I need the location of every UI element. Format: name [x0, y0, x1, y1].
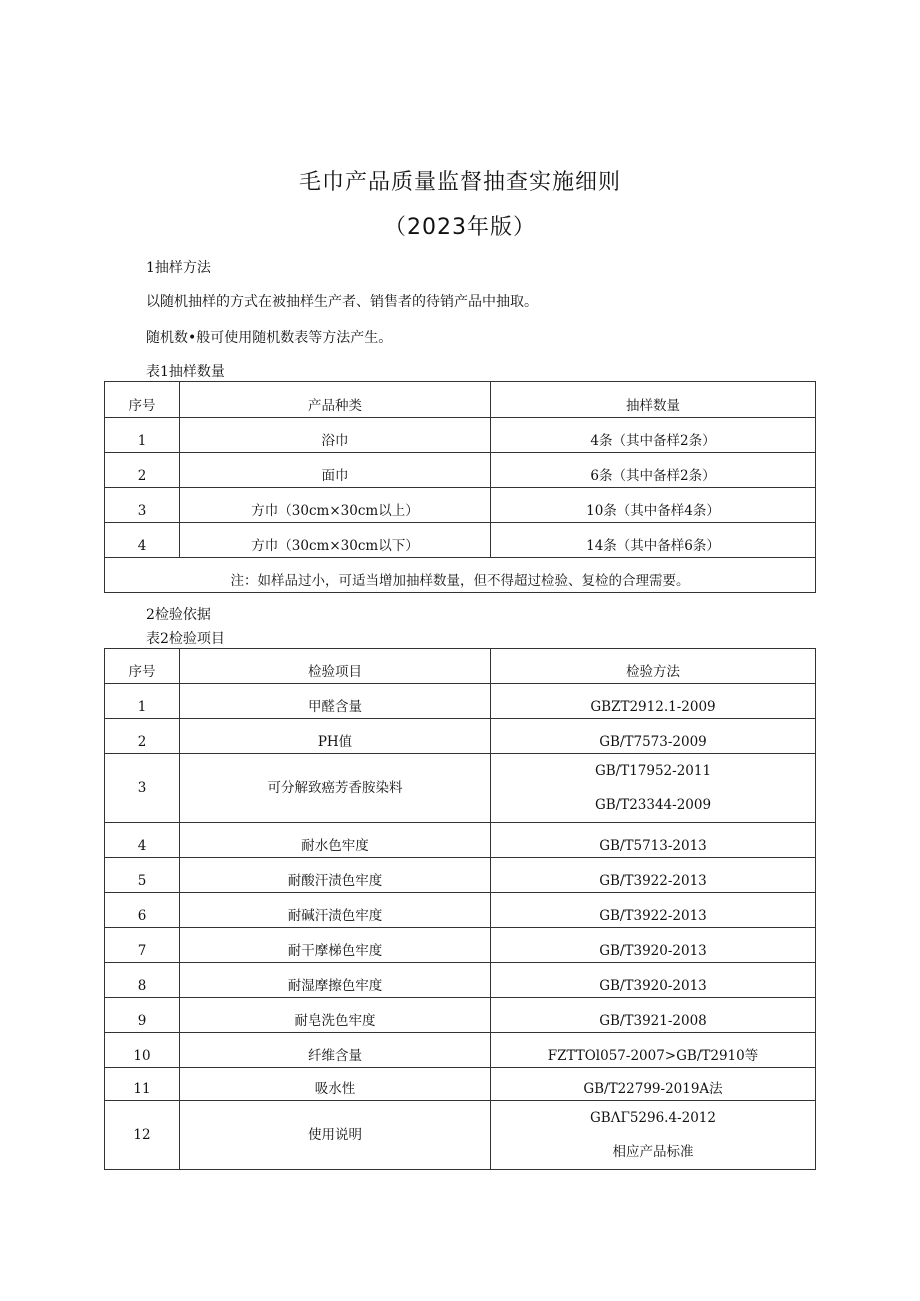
inspection-item: 使用说明: [180, 1101, 491, 1170]
header-cell: 检验方法: [491, 649, 816, 684]
row-number: 2: [105, 453, 180, 488]
sample-quantity: 10条（其中备样4条）: [491, 488, 816, 523]
row-number: 5: [105, 858, 180, 893]
product-type: 方巾（30cm×30cm以下）: [180, 523, 491, 558]
inspection-method: GB/T3921-2008: [491, 998, 816, 1033]
section-2-heading: 2检验依据: [146, 607, 211, 623]
row-number: 4: [105, 823, 180, 858]
product-type: 方巾（30cm×30cm以上）: [180, 488, 491, 523]
inspection-item: 耐碱汗渍色牢度: [180, 893, 491, 928]
table-row: [105, 823, 816, 858]
method-line-1: GBΛΓ5296.4-2012: [590, 1110, 716, 1126]
table-row: [105, 488, 816, 523]
inspection-items-table: [104, 648, 816, 1170]
row-number: 3: [105, 754, 180, 823]
sample-quantity: 14条（其中备样6条）: [491, 523, 816, 558]
table-row: [105, 1033, 816, 1068]
inspection-method: GBZT2912.1-2009: [491, 684, 816, 719]
random-number-paragraph: 随机数•般可使用随机数表等方法产生。: [146, 330, 393, 346]
inspection-item: 耐湿摩擦色牢度: [180, 963, 491, 998]
table-2-caption: 表2检验项目: [146, 631, 225, 647]
table-row: [105, 1068, 816, 1101]
table-row: [105, 684, 816, 719]
inspection-method: GB/T3920-2013: [491, 928, 816, 963]
sampling-quantity-table: [104, 381, 816, 593]
header-cell: 产品种类: [180, 382, 491, 418]
table-header-row: [105, 649, 816, 684]
table-row: [105, 1101, 816, 1170]
table-note-row: [105, 558, 816, 593]
table-row: [105, 453, 816, 488]
sample-quantity: 6条（其中备样2条）: [491, 453, 816, 488]
row-number: 10: [105, 1033, 180, 1068]
method-line-2: 相应产品标准: [612, 1144, 694, 1160]
inspection-item: 吸水性: [180, 1068, 491, 1101]
inspection-method: GB/T5713-2013: [491, 823, 816, 858]
method-line-1: GB/T17952-2011: [594, 763, 712, 779]
inspection-item: 耐皂洗色牢度: [180, 998, 491, 1033]
row-number: 11: [105, 1068, 180, 1101]
inspection-item: 甲醛含量: [180, 684, 491, 719]
inspection-item: 耐干摩梯色牢度: [180, 928, 491, 963]
row-number: 1: [105, 418, 180, 453]
product-type: 浴巾: [180, 418, 491, 453]
table-row: [105, 858, 816, 893]
table-1-caption: 表1抽样数量: [146, 364, 225, 380]
inspection-item: 可分解致癌芳香胺染料: [180, 754, 491, 823]
header-cell: 抽样数量: [491, 382, 816, 418]
sampling-method-paragraph: 以随机抽样的方式在被抽样生产者、销售者的待销产品中抽取。: [146, 294, 538, 310]
row-number: 3: [105, 488, 180, 523]
inspection-item: 纤维含量: [180, 1033, 491, 1068]
table-row: [105, 418, 816, 453]
table-row: [105, 893, 816, 928]
header-cell: 序号: [105, 649, 180, 684]
page-title: 毛巾产品质量监督抽查实施细则: [298, 170, 621, 195]
inspection-item: 耐酸汗渍色牢度: [180, 858, 491, 893]
row-number: 1: [105, 684, 180, 719]
section-1-heading: 1抽样方法: [146, 260, 211, 276]
table-header-row: [105, 382, 816, 418]
header-cell: 序号: [105, 382, 180, 418]
inspection-method: GB/T7573-2009: [491, 719, 816, 754]
inspection-method: [491, 754, 816, 823]
row-number: 6: [105, 893, 180, 928]
row-number: 7: [105, 928, 180, 963]
table-row: [105, 754, 816, 823]
row-number: 8: [105, 963, 180, 998]
method-line-2: GB/T23344-2009: [594, 797, 712, 813]
page-subtitle: （2023年版）: [384, 215, 536, 240]
product-type: 面巾: [180, 453, 491, 488]
table-row: [105, 998, 816, 1033]
row-number: 9: [105, 998, 180, 1033]
inspection-method: GB/T3920-2013: [491, 963, 816, 998]
table-row: [105, 963, 816, 998]
inspection-method: GB/T3922-2013: [491, 893, 816, 928]
row-number: 12: [105, 1101, 180, 1170]
inspection-method: GB/T3922-2013: [491, 858, 816, 893]
table-note: 注：如样品过小，可适当增加抽样数量，但不得超过检验、复检的合理需要。: [105, 558, 816, 593]
table-row: [105, 928, 816, 963]
sample-quantity: 4条（其中备样2条）: [491, 418, 816, 453]
inspection-item: 耐水色牢度: [180, 823, 491, 858]
row-number: 4: [105, 523, 180, 558]
inspection-item: PH值: [180, 719, 491, 754]
inspection-method: GB/T22799-2019A法: [491, 1068, 816, 1101]
header-cell: 检验项目: [180, 649, 491, 684]
row-number: 2: [105, 719, 180, 754]
inspection-method: FZTTOl057-2007>GB/T2910等: [491, 1033, 816, 1068]
table-row: [105, 523, 816, 558]
table-row: [105, 719, 816, 754]
inspection-method: [491, 1101, 816, 1170]
